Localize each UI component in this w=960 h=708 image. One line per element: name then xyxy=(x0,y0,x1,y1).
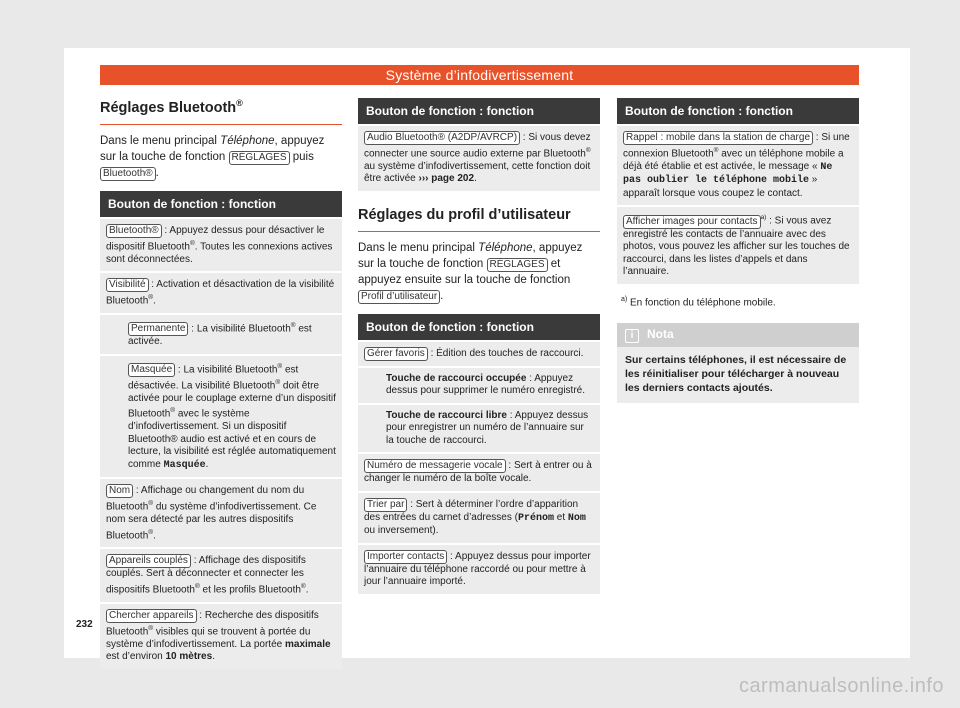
key-profil-utilisateur: Profil d’utilisateur xyxy=(358,290,440,304)
heading-bluetooth-settings: Réglages Bluetooth® xyxy=(100,98,342,125)
table-row: Chercher appareils : Recherche des dispositifs Bluetooth® visibles qui se trouvent à portée du système d’infodivertissement. La portée maximale est d’environ 10 mètres. xyxy=(100,602,342,669)
intro-bluetooth: Dans le menu principal Téléphone, appuyez sur la touche de fonction RÉGLAGES puis Bluetooth® . xyxy=(100,134,325,179)
table-row: Trier par : Sert à déterminer l’ordre d’apparition des entrées du carnet d’adresses (Prénom et Nom ou inversement). xyxy=(358,491,600,543)
note-box xyxy=(617,323,859,403)
table-row: Appareils couplés : Affichage des dispositifs couplés. Sert à déconnecter et connecter les dispositifs Bluetooth® et les profils Bluetooth®. xyxy=(100,547,342,601)
column-reminders xyxy=(617,98,859,403)
intro-user-profile: Dans le menu principal Téléphone, appuyez sur la touche de fonction RÉGLAGES et appuyez ensuite sur la touche de fonction Profil d’utilisateur . xyxy=(358,241,583,302)
table-reminder-functions xyxy=(617,98,859,284)
table-row: Gérer favoris : Édition des touches de raccourci. xyxy=(358,340,600,366)
page-number: 232 xyxy=(76,619,93,630)
key-reglages: RÉGLAGES xyxy=(487,258,548,272)
note-title: Nota xyxy=(647,327,674,342)
table-header: Bouton de fonction : fonction xyxy=(358,98,600,124)
watermark: carmanualsonline.info xyxy=(738,675,944,697)
table-header: Bouton de fonction : fonction xyxy=(358,314,600,340)
table-row: Importer contacts : Appuyez dessus pour importer l’annuaire du téléphone raccordé ou pour mettre à jour l’annuaire importé. xyxy=(358,543,600,594)
table-row: Permanente : La visibilité Bluetooth® est activée. xyxy=(100,313,342,354)
info-icon: i xyxy=(625,329,639,343)
table-header: Bouton de fonction : fonction xyxy=(617,98,859,124)
table-row: Audio Bluetooth® (A2DP/AVRCP) : Si vous devez connecter une source audio externe par Bluetooth® au système d’infodivertissement, cette fonction doit être activée ››› page 202. xyxy=(358,124,600,191)
key-reglages: RÉGLAGES xyxy=(229,151,290,165)
column-bluetooth-settings xyxy=(100,98,342,669)
table-row: Afficher images pour contacts $^{a)}$ : Si vous avez enregistré les contacts de l’annuaire avec des photos, vous pouvez les afficher sur les touches de raccourci, dans les listes d’appels et dans l’annuaire. xyxy=(617,205,859,283)
page-reference: ››› page 202 xyxy=(418,173,475,185)
table-row: Nom : Affichage ou changement du nom du Bluetooth® du système d’infodivertissement. Ce nom sera détecté par les autres dispositifs Bluetooth®. xyxy=(100,477,342,547)
table-bluetooth-functions xyxy=(100,191,342,669)
table-header: Bouton de fonction : fonction xyxy=(100,191,342,217)
table-profile-functions xyxy=(358,314,600,594)
table-row: Touche de raccourci occupée : Appuyez dessus pour supprimer le numéro enregistré. xyxy=(358,366,600,403)
table-row: Bluetooth® : Appuyez dessus pour désactiver le dispositif Bluetooth®. Toutes les connexions actives sont déconnectées. xyxy=(100,217,342,271)
table-row: Masquée : La visibilité Bluetooth® est désactivée. La visibilité Bluetooth® doit être activée pour le couplage externe d’un dispositif Bluetooth® avec le système d’infodivertissement. Si un dispositif Bluetooth® audio est activé et en cours de lecture, la visibilité est réglée automatiquement comme Masquée. xyxy=(100,354,342,477)
footnote: $^{a)}$ En fonction du téléphone mobile. xyxy=(621,295,776,308)
heading-user-profile: Réglages du profil d’utilisateur xyxy=(358,207,600,232)
table-row: Touche de raccourci libre : Appuyez dessus pour enregistrer un numéro de l’annuaire sur la touche de raccourci. xyxy=(358,403,600,453)
key-bluetooth: Bluetooth® xyxy=(100,167,156,181)
table-row: Visibilité : Activation et désactivation de la visibilité Bluetooth®. xyxy=(100,271,342,313)
table-row: Numéro de messagerie vocale : Sert à entrer ou à changer le numéro de la boîte vocale. xyxy=(358,452,600,491)
note-text: Sur certains téléphones, il est nécessaire de les réinitialiser pour télécharger à nouveau les derniers contacts ajoutés. xyxy=(625,354,847,395)
section-banner: Système d’infodivertissement xyxy=(100,65,859,85)
table-row: Rappel : mobile dans la station de charge : Si une connexion Bluetooth® avec un téléphone mobile a déjà été établie et est activée, le message « Ne pas oublier le téléphone mobile » apparaît lorsque vous coupez le contact. xyxy=(617,124,859,205)
column-user-profile xyxy=(358,98,600,594)
table-audio-bluetooth xyxy=(358,98,600,191)
